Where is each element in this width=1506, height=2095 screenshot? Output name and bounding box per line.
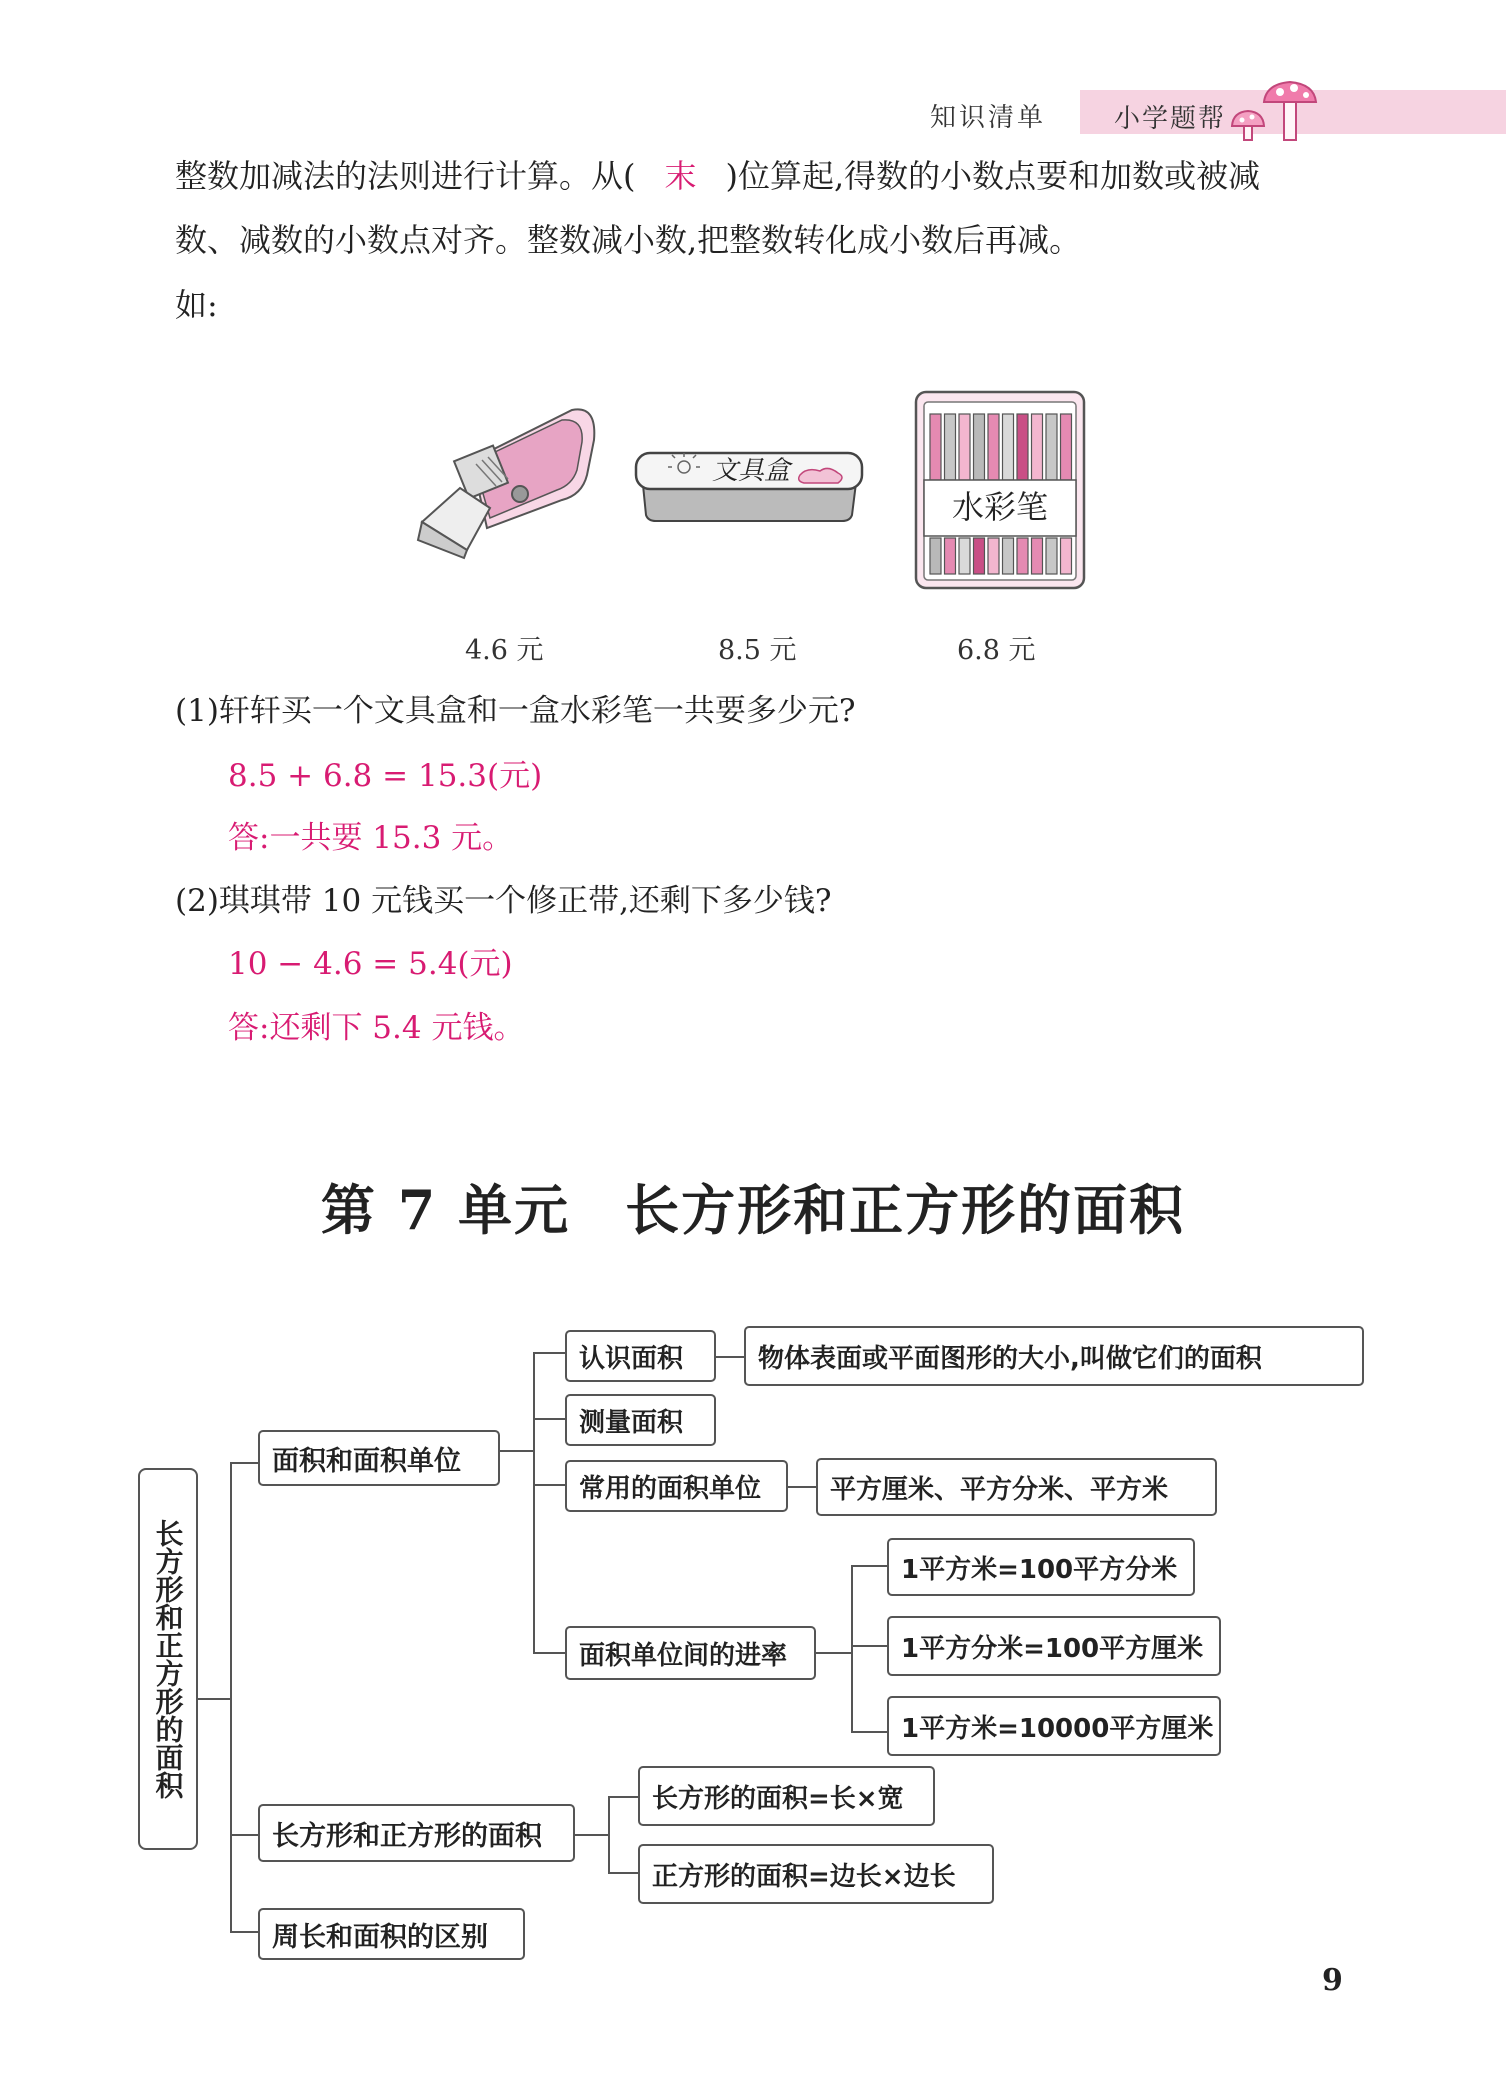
mindmap-measure-area: 测量面积 <box>565 1394 716 1446</box>
mindmap-rate-1: 1平方米=100平方分米 <box>887 1538 1195 1596</box>
connector <box>851 1565 853 1733</box>
pen-stripe <box>1061 414 1072 480</box>
mindmap-rect-square-area: 长方形和正方形的面积 <box>258 1804 575 1862</box>
price-pencil-box: 8.5 元 <box>718 635 797 666</box>
pen-stripe <box>959 414 970 480</box>
connector <box>533 1418 565 1420</box>
question-1-formula: 8.5 + 6.8 = 15.3(元) <box>228 758 543 794</box>
intro-line-3: 如: <box>175 286 218 324</box>
connector <box>230 1462 232 1932</box>
pen-stripe <box>988 538 999 574</box>
connector <box>533 1652 565 1654</box>
connector <box>230 1462 258 1464</box>
header-brand: 小学题帮 <box>1114 104 1227 134</box>
connector <box>230 1931 258 1933</box>
mushroom-icon <box>1230 54 1340 144</box>
unit-number: 第 7 单元 <box>320 1178 571 1242</box>
intro-line-1-start: 整数加减法的法则进行计算。从( <box>175 157 636 195</box>
connector <box>716 1356 744 1358</box>
price-correction-tape: 4.6 元 <box>465 635 544 666</box>
connector <box>851 1565 887 1567</box>
connector <box>851 1645 887 1647</box>
pen-stripe <box>974 414 985 480</box>
connector <box>533 1352 565 1354</box>
fill-in-answer: 末 <box>664 157 697 195</box>
connector <box>500 1450 534 1452</box>
price-watercolor-pens: 6.8 元 <box>957 635 1036 666</box>
pen-stripe <box>1003 414 1014 480</box>
watercolor-pens-label: 水彩笔 <box>951 488 1049 526</box>
mindmap-perimeter-vs-area: 周长和面积的区别 <box>258 1908 525 1960</box>
pen-stripe <box>959 538 970 574</box>
unit-title <box>0 1168 1506 1245</box>
mindmap-rate-3: 1平方米=10000平方厘米 <box>887 1696 1221 1756</box>
pen-stripe <box>1046 538 1057 574</box>
pen-stripe <box>1017 414 1028 480</box>
pen-stripe <box>1017 538 1028 574</box>
question-2: (2)琪琪带 10 元钱买一个修正带,还剩下多少钱? <box>175 883 832 919</box>
mindmap-area-and-units: 面积和面积单位 <box>258 1430 500 1486</box>
pen-stripe <box>974 538 985 574</box>
pencil-box-icon <box>632 445 867 525</box>
connector <box>608 1796 610 1874</box>
connector <box>533 1484 565 1486</box>
connector <box>608 1796 638 1798</box>
pen-stripe <box>1032 538 1043 574</box>
pencil-box-label: 文具盒 <box>712 456 791 486</box>
mindmap-rate-2: 1平方分米=100平方厘米 <box>887 1616 1221 1676</box>
connector <box>533 1352 535 1654</box>
unit-name: 长方形和正方形的面积 <box>625 1178 1186 1242</box>
pen-stripe <box>1032 414 1043 480</box>
question-1-answer: 答:一共要 15.3 元。 <box>228 820 514 856</box>
connector <box>198 1698 232 1700</box>
pen-stripe <box>988 414 999 480</box>
mindmap-area-definition: 物体表面或平面图形的大小,叫做它们的面积 <box>744 1326 1364 1386</box>
page-number: 9 <box>1322 1963 1343 1998</box>
intro-line-1-end: )位算起,得数的小数点要和加数或被减 <box>725 157 1261 195</box>
pen-stripe <box>945 538 956 574</box>
watercolor-pens-icon <box>910 388 1090 593</box>
mindmap-square-area-formula: 正方形的面积=边长×边长 <box>638 1844 994 1904</box>
mindmap-unit-rates: 面积单位间的进率 <box>565 1626 816 1680</box>
mindmap-rect-area-formula: 长方形的面积=长×宽 <box>638 1766 935 1826</box>
question-1: (1)轩轩买一个文具盒和一盒水彩笔一共要多少元? <box>175 693 856 729</box>
question-2-answer: 答:还剩下 5.4 元钱。 <box>228 1010 525 1046</box>
connector <box>851 1731 887 1733</box>
question-2-formula: 10 − 4.6 = 5.4(元) <box>228 946 513 982</box>
pen-stripe <box>930 538 941 574</box>
correction-tape-icon <box>412 400 602 565</box>
pen-stripe <box>1003 538 1014 574</box>
connector <box>816 1652 852 1654</box>
intro-line-1 <box>175 156 1260 196</box>
connector <box>575 1834 609 1836</box>
mindmap-common-units: 常用的面积单位 <box>565 1460 788 1512</box>
connector <box>230 1834 258 1836</box>
mindmap-recognize-area: 认识面积 <box>565 1330 716 1382</box>
pen-stripe <box>945 414 956 480</box>
mindmap-root: 长方形和正方形的面积 <box>138 1468 198 1850</box>
pen-stripe <box>930 414 941 480</box>
intro-line-2: 数、减数的小数点对齐。整数减小数,把整数转化成小数后再减。 <box>175 221 1082 259</box>
pen-stripe <box>1061 538 1072 574</box>
mindmap-common-units-list: 平方厘米、平方分米、平方米 <box>816 1458 1217 1516</box>
header-section-title: 知识清单 <box>930 103 1047 133</box>
pen-stripe <box>1046 414 1057 480</box>
connector <box>608 1872 638 1874</box>
connector <box>788 1486 816 1488</box>
